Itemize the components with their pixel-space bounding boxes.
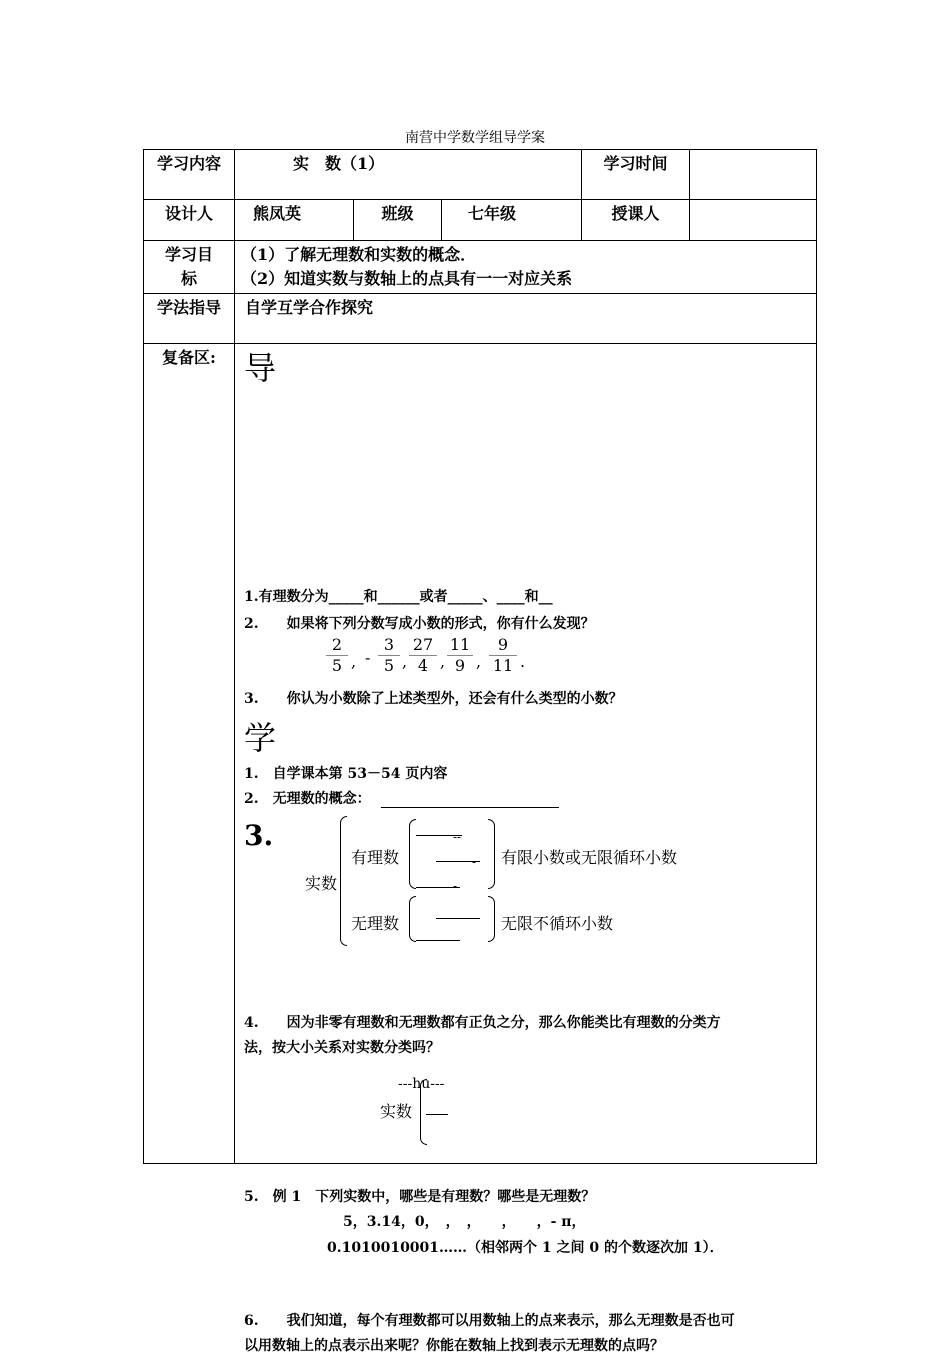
real-number-label-2: 实数 xyxy=(380,1102,413,1121)
designer-label: 设计人 xyxy=(144,200,235,241)
review-label: 复备区: xyxy=(144,344,235,1164)
time-value xyxy=(690,150,817,200)
designer-value: 熊凤英 xyxy=(235,200,354,241)
class-label: 班级 xyxy=(354,200,442,241)
study-4-line1: 4. 因为非零有理数和无理数都有正负之分，那么你能类比有理数的分类方 xyxy=(244,1015,721,1031)
example-numbers-1: 5，3.14，0， ， ， ， ，- π， xyxy=(343,1214,586,1230)
real-number-label: 实数 xyxy=(305,874,338,893)
rational-brace xyxy=(409,819,416,889)
finite-label: 有限小数或无限循环小数 xyxy=(501,848,678,867)
study-1: 1. 自学课本第 53－54 页内容 xyxy=(244,766,448,782)
fraction: $\frac{27}{4}$ xyxy=(409,635,437,676)
irrational-brace xyxy=(409,896,416,942)
study-6-line2: 以用数轴上的点表示出来呢？你能在数轴上找到表示无理数的点吗？ xyxy=(244,1338,664,1354)
row-main xyxy=(144,344,817,1164)
rational-label: 有理数 xyxy=(351,848,400,867)
left-brace xyxy=(340,816,347,946)
method-value: 自学互学合作探究 xyxy=(235,294,817,344)
study-3: 3. xyxy=(244,819,274,852)
example-numbers-2: 0.1010010001……（相邻两个 1 之间 0 的个数逐次加 1）． xyxy=(327,1240,724,1256)
goal-1: （1）了解无理数和实数的概念． xyxy=(241,245,477,264)
goal-2: （2）知道实数与数轴上的点具有一一对应关系 xyxy=(241,269,573,288)
row-content xyxy=(144,150,817,200)
infinite-label: 无限不循环小数 xyxy=(501,914,614,933)
fraction: $\frac{3}{5}$ xyxy=(378,635,400,676)
time-label: 学习时间 xyxy=(582,150,690,200)
method-label: 学法指导 xyxy=(144,294,235,344)
fraction: $\frac{9}{11}$ xyxy=(489,635,517,676)
content-value: 实 数（1） xyxy=(235,150,582,200)
irrational-right-brace xyxy=(488,896,495,942)
question-3: 3. 你认为小数除了上述类型外，还会有什么类型的小数？ xyxy=(244,691,623,707)
study-5: 5. 例 1 下列实数中，哪些是有理数？哪些是无理数？ xyxy=(244,1189,596,1205)
xue-heading: 学 xyxy=(244,719,277,757)
row-method xyxy=(144,294,817,344)
study-plan-table xyxy=(143,149,817,1354)
teacher-label: 授课人 xyxy=(582,200,690,241)
content-label: 学习内容 xyxy=(144,150,235,200)
irrational-label: 无理数 xyxy=(351,914,400,933)
study-2: 2. 无理数的概念： xyxy=(244,791,559,808)
goals-label: 学习目标 xyxy=(144,241,235,294)
question-1: 1.有理数分为_____和______或者_____、____和__ xyxy=(244,589,553,605)
row-goals xyxy=(144,241,817,294)
dao-heading: 导 xyxy=(244,349,277,387)
study-6-line1: 6. 我们知道，每个有理数都可以用数轴上的点来表示，那么无理数是否也可 xyxy=(244,1313,735,1329)
question-2: 2. 如果将下列分数写成小数的形式，你有什么发现？ xyxy=(244,616,595,632)
fraction: $\frac{2}{5}$ xyxy=(326,635,348,676)
document-title: 南营中学数学组导学案 xyxy=(405,130,545,146)
rational-right-brace xyxy=(488,819,495,889)
answer-blank xyxy=(381,791,559,808)
hu-label: ---hu--- xyxy=(398,1076,445,1092)
class-value: 七年级 xyxy=(442,200,582,241)
fraction-sign: - xyxy=(365,648,371,667)
row-designer xyxy=(144,200,817,241)
fraction: $\frac{11}{9}$ xyxy=(447,635,473,676)
main-content: 导 1.有理数分为_____和______或者_____、____和__ 2. 如果将下列分数写成小数的形式，你有什么发现？ $\frac{2}{5}$ , - $\frac{3}{5}$ , $\frac{27}{4}$ , $\frac{11}{9}$ , $\frac{9}{11}$ . 3. 你认为小数除了上述类型外，还会有什么类型的小数？ 学 1. 自学课本第 53－54 页内容 2. 无理数的概念： 3. 实数 有理数 -- - - 有限小数或无限循环小数 无理数 - - 无限不循环小数 4. 因为非零有理数和无理数都有正负之分，那么你能类比有理数的分类方 法，按大小关系对实数分类吗？ ---hu--- 实数 5. 例 1 下列实数中，哪些是有理数？哪些是无理数？ 5，3.14，0， ， ， ， ，- π， 0.1010010001……（相邻两个 1 之间 0 的个数逐次加 1）． 6. 我们知道，每个有理数都可以用数轴上的点来表示，那么无理数是否也可 以用数轴上的点表示出来呢？你能在数轴上找到表示无理数的点吗？ xyxy=(235,344,817,1164)
teacher-value xyxy=(690,200,817,241)
study-4-line2: 法，按大小关系对实数分类吗？ xyxy=(244,1040,440,1056)
goals-content xyxy=(235,241,817,294)
size-brace xyxy=(420,1079,427,1145)
